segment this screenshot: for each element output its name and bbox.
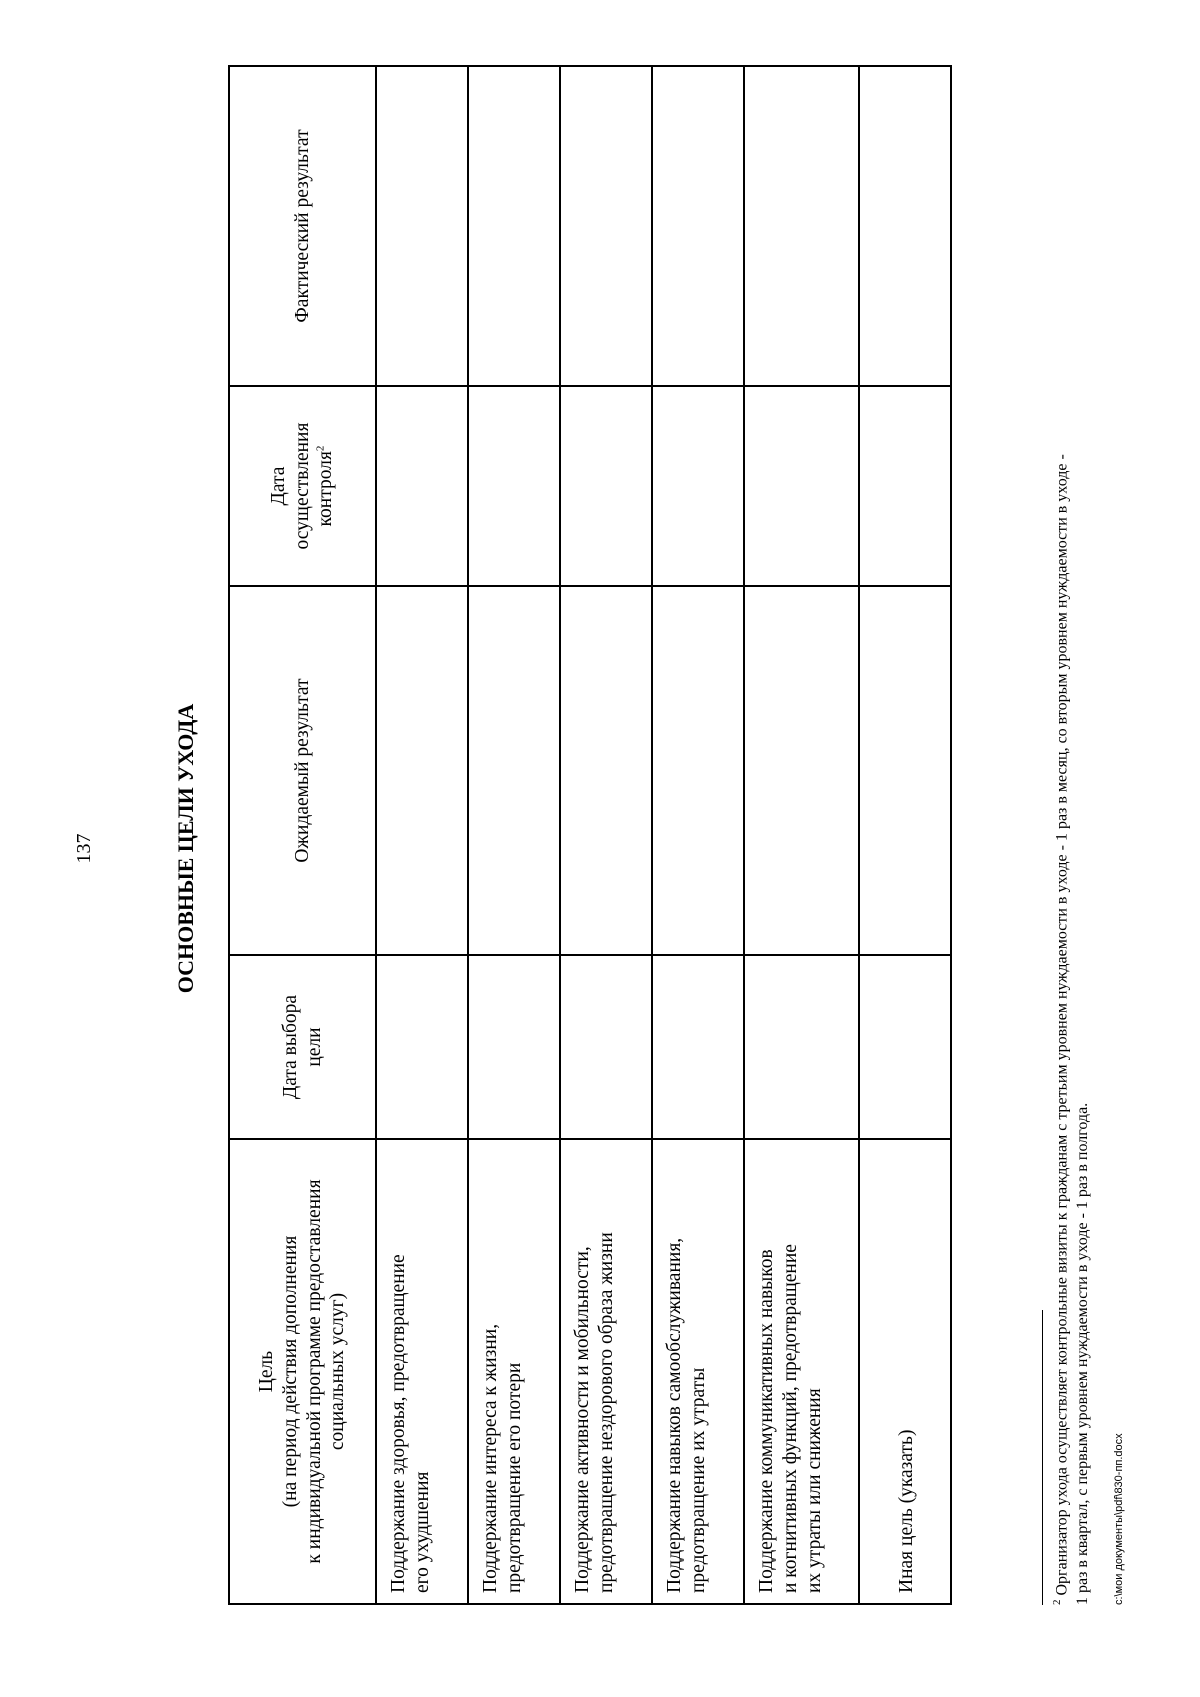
goal-text-line: Поддержание активности и мобильности, (572, 1246, 593, 1593)
date-choice-cell[interactable] (376, 955, 468, 1139)
control-date-cell[interactable] (652, 386, 744, 586)
header-actual-result: Фактический результат (229, 66, 376, 386)
goal-text-line: Поддержание здоровья, предотвращение (388, 1254, 409, 1593)
date-choice-cell[interactable] (468, 955, 560, 1139)
control-date-cell[interactable] (744, 386, 859, 586)
expected-result-cell[interactable] (744, 586, 859, 955)
date-choice-cell[interactable] (560, 955, 652, 1139)
table-row (560, 66, 652, 1604)
control-date-cell[interactable] (468, 386, 560, 586)
header-control-date-line: осуществления (291, 422, 313, 550)
header-control-date-line: Дата (267, 466, 289, 506)
goal-text-line: Иная цель (указать) (896, 1429, 918, 1593)
control-date-cell[interactable] (376, 386, 468, 586)
expected-result-cell[interactable] (376, 586, 468, 955)
goal-text-line: предотвращение их утраты (687, 1367, 709, 1593)
goal-text-line: предотвращение нездорового образа жизни (595, 1232, 617, 1593)
actual-result-cell[interactable] (859, 66, 951, 386)
table-row (859, 66, 951, 1604)
expected-result-cell[interactable] (859, 586, 951, 955)
footnote-line (1050, 65, 1073, 1605)
goal-cell (560, 1139, 652, 1604)
goal-cell (744, 1139, 859, 1604)
page-title: ОСНОВНЫЕ ЦЕЛИ УХОДА (173, 703, 198, 994)
footnote-line: 1 раз в квартал, с первым уровнем нуждаемости в уходе - 1 раз в полгода. (1073, 1102, 1091, 1605)
actual-result-cell[interactable] (468, 66, 560, 386)
goal-text-line: его ухудшения (411, 1471, 433, 1593)
header-control-date (229, 386, 376, 586)
actual-result-cell[interactable] (744, 66, 859, 386)
header-date-choice-line: цели (303, 1027, 325, 1067)
goal-cell (652, 1139, 744, 1604)
footnote-marker: 2 (1051, 1599, 1063, 1605)
header-control-date-word: контроля (315, 451, 337, 527)
goal-text-line: и когнитивных функций, предотвращение (779, 1244, 801, 1593)
header-control-date-line (314, 397, 338, 575)
goal-text-line: Поддержание навыков самообслуживания, (664, 1237, 685, 1593)
header-expected-result: Ожидаемый результат (229, 586, 376, 955)
actual-result-cell[interactable] (560, 66, 652, 386)
goal-text-line: их утраты или снижения (803, 1388, 825, 1593)
goal-text-line: предотвращение его потери (503, 1362, 525, 1593)
table-row (468, 66, 560, 1604)
actual-result-cell[interactable] (652, 66, 744, 386)
footnote-separator (1042, 1310, 1043, 1605)
page-number: 137 (73, 833, 95, 864)
control-date-cell[interactable] (859, 386, 951, 586)
control-date-cell[interactable] (560, 386, 652, 586)
goal-cell (859, 1139, 951, 1604)
table-row (376, 66, 468, 1604)
goal-cell (468, 1139, 560, 1604)
header-date-choice-line: Дата выбора (279, 994, 301, 1100)
care-goals-table (228, 65, 952, 1605)
header-date-choice (229, 955, 376, 1139)
footnote-ref: 2 (314, 445, 327, 452)
goal-text-line: Поддержание коммуникативных навыков (756, 1249, 777, 1593)
goal-cell (376, 1139, 468, 1604)
footnote (1050, 65, 1093, 1605)
table-row (744, 66, 859, 1604)
date-choice-cell[interactable] (652, 955, 744, 1139)
date-choice-cell[interactable] (859, 955, 951, 1139)
date-choice-cell[interactable] (744, 955, 859, 1139)
header-goal-line: социальных услуг) (327, 1292, 349, 1451)
header-goal (229, 1139, 376, 1604)
header-goal-line: Цель (255, 1350, 277, 1393)
expected-result-cell[interactable] (560, 586, 652, 955)
header-goal-line: (на период действия дополнения (279, 1235, 301, 1508)
footnote-text: Организатор ухода осуществляет контрольные визиты к гражданам с третьим уровнем нуждаемости в уходе - 1 раз в месяц, со вторым уровнем нуждаемости в уходе - (1053, 454, 1071, 1600)
expected-result-cell[interactable] (652, 586, 744, 955)
goal-text-line: Поддержание интереса к жизни, (480, 1323, 501, 1593)
document-path: c:\мои документы\pdf\830-пп.docx (1113, 1433, 1125, 1605)
table-row (652, 66, 744, 1604)
table-header-row (229, 66, 376, 1604)
actual-result-cell[interactable] (376, 66, 468, 386)
header-goal-line: к индивидуальной программе предоставления (303, 1179, 325, 1564)
expected-result-cell[interactable] (468, 586, 560, 955)
